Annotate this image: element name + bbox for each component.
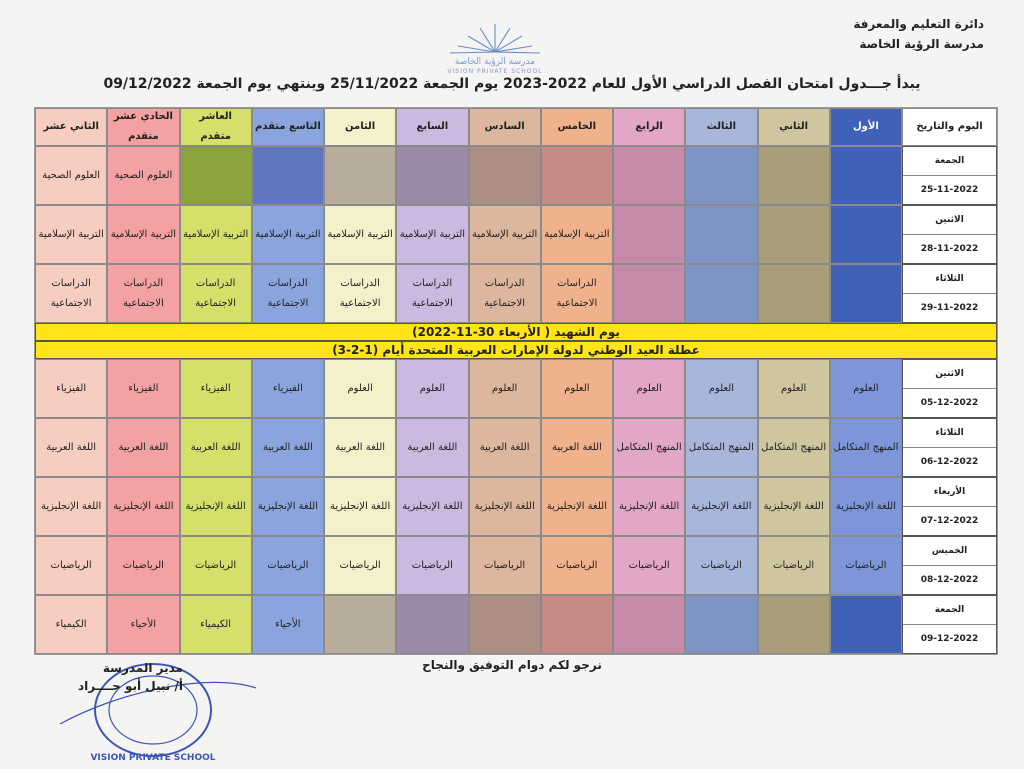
subject-cell: الرياضيات [685, 536, 757, 595]
empty-cell [758, 205, 830, 264]
subject-cell: اللغة العربية [396, 418, 468, 477]
subject-cell: اللغة الإنجليزية [469, 477, 541, 536]
subject-cell: المنهج المتكامل [613, 418, 685, 477]
subject-cell: الرياضيات [324, 536, 396, 595]
subject-cell: اللغة الإنجليزية [180, 477, 252, 536]
day-date-cell [902, 536, 997, 595]
day-date-cell [902, 595, 997, 654]
subject-cell: العلوم [324, 359, 396, 418]
grade-header: العاشر متقدم [180, 108, 252, 146]
subject-cell: الأحياء [252, 595, 324, 654]
empty-cell [469, 595, 541, 654]
empty-cell [830, 264, 902, 323]
subject-cell: الدراسات الاجتماعية [324, 264, 396, 323]
subject-cell: اللغة الإنجليزية [758, 477, 830, 536]
subject-cell: المنهج المتكامل [830, 418, 902, 477]
exam-date: 25-11-2022 [903, 175, 996, 204]
grade-header: الرابع [613, 108, 685, 146]
subject-cell: العلوم [613, 359, 685, 418]
subject-cell: العلوم [758, 359, 830, 418]
exam-date: 09-12-2022 [903, 624, 996, 653]
grade-header: الأول [830, 108, 902, 146]
empty-cell [252, 146, 324, 205]
exam-date: 28-11-2022 [903, 234, 996, 263]
subject-cell: الفيزياء [107, 359, 179, 418]
subject-cell: التربية الإسلامية [396, 205, 468, 264]
subject-cell: اللغة الإنجليزية [324, 477, 396, 536]
subject-cell: الرياضيات [758, 536, 830, 595]
empty-cell [613, 264, 685, 323]
subject-cell: المنهج المتكامل [685, 418, 757, 477]
department-name: دائرة التعليم والمعرفة [853, 17, 984, 31]
day-name: الخميس [931, 546, 968, 556]
holiday-band: يوم الشهيد ( الأربعاء 30-11-2022) [35, 323, 997, 341]
subject-cell: التربية الإسلامية [541, 205, 613, 264]
day-date-cell [902, 264, 997, 323]
subject-cell: الرياضيات [830, 536, 902, 595]
empty-cell [541, 595, 613, 654]
empty-cell [685, 595, 757, 654]
subject-cell: اللغة الإنجليزية [541, 477, 613, 536]
subject-cell: المنهج المتكامل [758, 418, 830, 477]
day-date-cell [902, 359, 997, 418]
grade-header: الخامس [541, 108, 613, 146]
subject-cell: الدراسات الاجتماعية [252, 264, 324, 323]
sunburst-icon [450, 24, 540, 53]
exam-date: 08-12-2022 [903, 565, 996, 594]
subject-cell: اللغة الإنجليزية [830, 477, 902, 536]
subject-cell: اللغة العربية [252, 418, 324, 477]
subject-cell: التربية الإسلامية [469, 205, 541, 264]
day-date-cell [902, 418, 997, 477]
empty-cell [685, 205, 757, 264]
subject-cell: الرياضيات [541, 536, 613, 595]
empty-cell [324, 595, 396, 654]
subject-cell: الكيمياء [180, 595, 252, 654]
subject-cell: الدراسات الاجتماعية [541, 264, 613, 323]
day-name: الجمعة [934, 156, 965, 166]
empty-cell [180, 146, 252, 205]
subject-cell: العلوم [541, 359, 613, 418]
empty-cell [758, 146, 830, 205]
day-date-cell [902, 146, 997, 205]
logo-arabic-name: مدرسة الرؤية الخاصة [454, 57, 536, 67]
subject-cell: اللغة الإنجليزية [396, 477, 468, 536]
day-name: الاثنين [935, 369, 964, 379]
day-name: الثلاثاء [935, 274, 964, 284]
exam-date: 29-11-2022 [903, 293, 996, 322]
holiday-band: عطلة العيد الوطني لدولة الإمارات العربية المتحدة أيام (1-2-3) [35, 341, 997, 359]
subject-cell: اللغة العربية [107, 418, 179, 477]
subject-cell: العلوم الصحية [107, 146, 179, 205]
subject-cell: اللغة العربية [180, 418, 252, 477]
logo-english-name: VISION PRIVATE SCHOOL [447, 68, 543, 75]
day-name: الاثنين [935, 215, 964, 225]
empty-cell [758, 264, 830, 323]
subject-cell: الدراسات الاجتماعية [396, 264, 468, 323]
subject-cell: الرياضيات [180, 536, 252, 595]
grade-header: الثامن [324, 108, 396, 146]
subject-cell: اللغة الإنجليزية [613, 477, 685, 536]
empty-cell [758, 595, 830, 654]
subject-cell: العلوم [685, 359, 757, 418]
subject-cell: اللغة العربية [541, 418, 613, 477]
exam-date: 07-12-2022 [903, 506, 996, 535]
subject-cell: العلوم [469, 359, 541, 418]
principal-signature [78, 659, 183, 695]
empty-cell [469, 146, 541, 205]
subject-cell: الفيزياء [35, 359, 107, 418]
empty-cell [541, 146, 613, 205]
day-name: الأربعاء [933, 487, 966, 497]
empty-cell [396, 146, 468, 205]
issuing-authority [853, 14, 984, 54]
grade-header: الثاني [758, 108, 830, 146]
grade-header: السابع [396, 108, 468, 146]
grade-header: الثاني عشر [35, 108, 107, 146]
exam-schedule-table [34, 107, 998, 655]
subject-cell: اللغة العربية [324, 418, 396, 477]
exam-schedule-title: يبدأ جـــدول امتحان الفصل الدراسي الأول للعام 2022-2023 يوم الجمعة 25/11/2022 وينتهي يوم الجمعة 09/12/2022 [103, 76, 921, 92]
subject-cell: الرياضيات [252, 536, 324, 595]
subject-cell: العلوم [830, 359, 902, 418]
subject-cell: التربية الإسلامية [35, 205, 107, 264]
subject-cell: الرياضيات [396, 536, 468, 595]
principal-name: أ/ نبيل أبو جــــراد [78, 679, 183, 693]
subject-cell: اللغة الإنجليزية [35, 477, 107, 536]
subject-cell: التربية الإسلامية [324, 205, 396, 264]
subject-cell: الكيمياء [35, 595, 107, 654]
subject-cell: الدراسات الاجتماعية [107, 264, 179, 323]
grade-header: الثالث [685, 108, 757, 146]
empty-cell [830, 205, 902, 264]
corner-header: اليوم والتاريخ [902, 108, 997, 146]
subject-cell: الدراسات الاجتماعية [180, 264, 252, 323]
day-name: الجمعة [934, 605, 965, 615]
empty-cell [613, 205, 685, 264]
subject-cell: الفيزياء [252, 359, 324, 418]
subject-cell: الأحياء [107, 595, 179, 654]
empty-cell [613, 146, 685, 205]
principal-title: مدير المدرسة [102, 661, 183, 675]
subject-cell: اللغة العربية [469, 418, 541, 477]
day-date-cell [902, 477, 997, 536]
subject-cell: الرياضيات [469, 536, 541, 595]
empty-cell [613, 595, 685, 654]
grade-header: السادس [469, 108, 541, 146]
subject-cell: الرياضيات [35, 536, 107, 595]
subject-cell: الدراسات الاجتماعية [35, 264, 107, 323]
grade-header: الحادي عشر متقدم [107, 108, 179, 146]
subject-cell: الفيزياء [180, 359, 252, 418]
empty-cell [685, 146, 757, 205]
subject-cell: التربية الإسلامية [107, 205, 179, 264]
subject-cell: العلوم [396, 359, 468, 418]
empty-cell [830, 146, 902, 205]
exam-date: 05-12-2022 [903, 388, 996, 417]
school-logo [420, 20, 570, 76]
day-name: الثلاثاء [935, 428, 964, 438]
day-date-cell [902, 205, 997, 264]
subject-cell: الرياضيات [613, 536, 685, 595]
closing-wish: نرجو لكم دوام التوفيق والنجاح [422, 658, 602, 672]
stamp-school-name: VISION PRIVATE SCHOOL [90, 753, 216, 763]
empty-cell [396, 595, 468, 654]
subject-cell: الرياضيات [107, 536, 179, 595]
subject-cell: اللغة الإنجليزية [685, 477, 757, 536]
empty-cell [685, 264, 757, 323]
school-name: مدرسة الرؤية الخاصة [859, 37, 984, 51]
subject-cell: اللغة العربية [35, 418, 107, 477]
empty-cell [324, 146, 396, 205]
subject-cell: التربية الإسلامية [252, 205, 324, 264]
subject-cell: اللغة الإنجليزية [107, 477, 179, 536]
empty-cell [830, 595, 902, 654]
subject-cell: الدراسات الاجتماعية [469, 264, 541, 323]
exam-date: 06-12-2022 [903, 447, 996, 476]
subject-cell: اللغة الإنجليزية [252, 477, 324, 536]
subject-cell: العلوم الصحية [35, 146, 107, 205]
grade-header: التاسع متقدم [252, 108, 324, 146]
subject-cell: التربية الإسلامية [180, 205, 252, 264]
